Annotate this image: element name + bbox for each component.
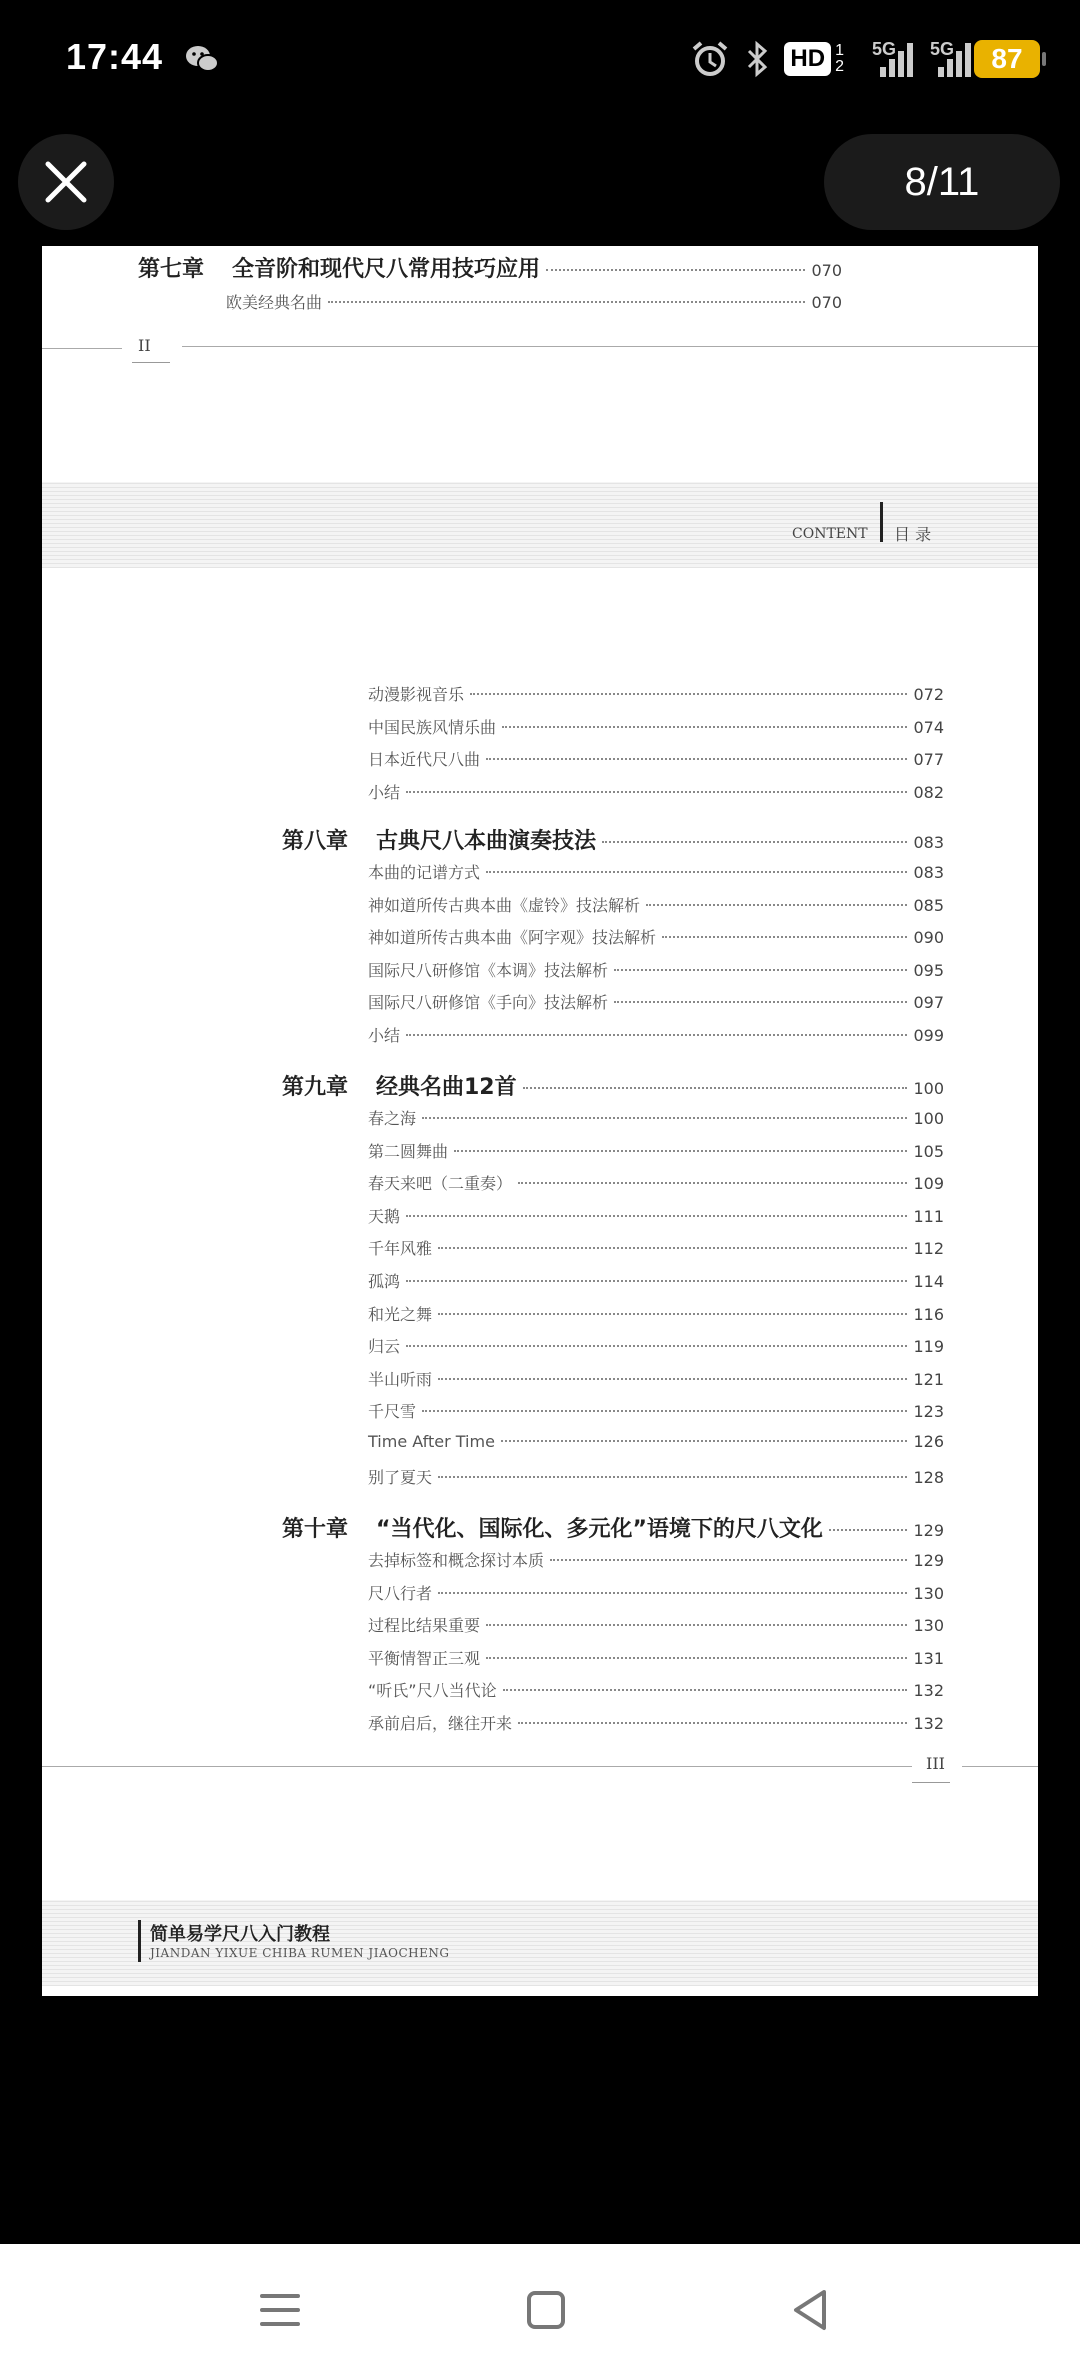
entry-title: 孤鸿 xyxy=(368,1272,401,1291)
net2-label: 5G xyxy=(930,38,955,59)
page-number: 114 xyxy=(913,1272,944,1291)
page-number: 123 xyxy=(913,1402,944,1422)
page-rule xyxy=(132,362,170,363)
toc-entry xyxy=(368,1432,944,1451)
toc-entry xyxy=(368,1171,944,1194)
entry-title: “听氏”尺八当代论 xyxy=(368,1681,497,1701)
roman-page-number: II xyxy=(138,336,151,355)
toc-chapter-9 xyxy=(282,1070,944,1101)
entry-title: 中国民族风情乐曲 xyxy=(368,717,497,737)
footer-title: 简单易学尺八入门教程 xyxy=(150,1924,330,1945)
page-number: 100 xyxy=(913,1079,944,1098)
dot-leader xyxy=(406,1215,907,1217)
toc-entry xyxy=(368,1548,944,1571)
alarm-icon xyxy=(690,39,730,79)
dot-leader xyxy=(486,871,907,873)
roman-page-number: III xyxy=(926,1754,945,1773)
dot-leader xyxy=(406,791,907,793)
bluetooth-icon xyxy=(744,39,770,79)
page-number: 083 xyxy=(913,833,944,852)
chapter-title: 古典尺八本曲演奏技法 xyxy=(376,829,597,854)
toc-entry xyxy=(226,290,842,313)
entry-title: 春天来吧（二重奏） xyxy=(368,1174,513,1194)
dot-leader xyxy=(646,904,907,906)
page-rule xyxy=(42,348,122,349)
page-number: 111 xyxy=(913,1206,944,1226)
entry-title: 别了夏天 xyxy=(368,1467,433,1487)
page-rule xyxy=(912,1782,950,1783)
page-number: 132 xyxy=(913,1714,944,1733)
header-divider xyxy=(880,502,883,542)
net1-label: 5G xyxy=(872,38,897,59)
page-number: 109 xyxy=(913,1174,944,1194)
footer-pinyin: JIANDAN YIXUE CHIBA RUMEN JIAOCHENG xyxy=(150,1946,450,1960)
page-number: 070 xyxy=(811,293,842,312)
page-number: 074 xyxy=(913,717,944,737)
dot-leader xyxy=(614,1001,907,1003)
header-band xyxy=(42,482,1038,568)
chapter-title: 全音阶和现代尺八常用技巧应用 xyxy=(232,257,541,282)
page-number: 121 xyxy=(913,1369,944,1389)
hd-sub-top: 1 xyxy=(835,42,844,59)
page-number: 112 xyxy=(913,1239,944,1259)
toc-entry xyxy=(368,1204,944,1227)
chapter-title: “当代化、国际化、多元化”语境下的尺八文化 xyxy=(376,1517,823,1542)
dot-leader xyxy=(546,269,805,271)
dot-leader xyxy=(422,1117,907,1119)
page-number: 116 xyxy=(913,1304,944,1324)
page-rule xyxy=(182,346,1038,347)
entry-title: 小结 xyxy=(368,782,401,802)
page-number: 099 xyxy=(913,1026,944,1045)
entry-title: 去掉标签和概念探讨本质 xyxy=(368,1551,545,1570)
dot-leader xyxy=(518,1182,907,1184)
entry-title: 神如道所传古典本曲《阿字观》技法解析 xyxy=(368,928,657,948)
book-page xyxy=(42,246,1038,1996)
footer-divider xyxy=(138,1920,141,1962)
entry-title: 归云 xyxy=(368,1337,401,1357)
dot-leader xyxy=(406,1280,907,1282)
dot-leader xyxy=(614,969,907,971)
toc-entry xyxy=(368,1711,944,1734)
status-time: 17:44 xyxy=(66,36,164,77)
close-icon xyxy=(18,134,114,230)
toc-chapter-7 xyxy=(138,252,842,283)
status-icons xyxy=(690,34,1040,84)
toc-entry xyxy=(368,1581,944,1604)
page-number: 131 xyxy=(913,1648,944,1668)
dot-leader xyxy=(502,726,907,728)
image-viewer[interactable] xyxy=(0,246,1080,1996)
entry-title: 千年风雅 xyxy=(368,1239,433,1259)
entry-title: 日本近代尺八曲 xyxy=(368,750,481,770)
page-number: 095 xyxy=(913,960,944,980)
dot-leader xyxy=(602,841,907,843)
entry-title: 和光之舞 xyxy=(368,1304,433,1324)
page-number: 077 xyxy=(913,750,944,770)
battery-indicator: 87 xyxy=(974,40,1040,78)
toc-entry xyxy=(368,682,944,705)
entry-title: 国际尺八研修馆《本调》技法解析 xyxy=(368,960,609,980)
entry-title: Time After Time xyxy=(368,1432,495,1451)
toc-entry xyxy=(368,1613,944,1636)
entry-title: 春之海 xyxy=(368,1109,417,1128)
page-counter: 8/11 xyxy=(824,134,1060,230)
entry-title: 尺八行者 xyxy=(368,1583,433,1603)
page-number: 083 xyxy=(913,863,944,882)
toc-entry xyxy=(368,1139,944,1162)
page-number: 126 xyxy=(913,1432,944,1451)
entry-title: 本曲的记谱方式 xyxy=(368,863,481,882)
page-number: 129 xyxy=(913,1551,944,1570)
toc-entry xyxy=(368,1236,944,1259)
hd-sub-bottom: 2 xyxy=(835,58,844,75)
entry-title: 过程比结果重要 xyxy=(368,1616,481,1636)
close-button[interactable] xyxy=(18,134,114,230)
page-number: 090 xyxy=(913,928,944,948)
chapter-number: 第七章 xyxy=(138,257,205,282)
system-nav-bar xyxy=(0,2244,1080,2376)
entry-title: 千尺雪 xyxy=(368,1402,417,1422)
dot-leader xyxy=(422,1410,907,1412)
toc-entry xyxy=(368,747,944,770)
status-bar xyxy=(0,0,1080,120)
page-number: 130 xyxy=(913,1616,944,1636)
entry-title: 国际尺八研修馆《手向》技法解析 xyxy=(368,993,609,1013)
toc-entry xyxy=(368,860,944,883)
page-number: 129 xyxy=(913,1521,944,1540)
chapter-title: 经典名曲12首 xyxy=(376,1075,517,1100)
header-content: CONTENT xyxy=(792,526,868,542)
dot-leader xyxy=(454,1150,907,1152)
toc-entry xyxy=(368,925,944,948)
chapter-number: 第八章 xyxy=(282,829,349,854)
dot-leader xyxy=(501,1440,908,1442)
page-number: 072 xyxy=(913,685,944,704)
toc-entry xyxy=(368,1334,944,1357)
wechat-icon xyxy=(184,44,220,74)
toc-entry xyxy=(368,990,944,1013)
menu-icon[interactable] xyxy=(250,2280,310,2340)
entry-title: 承前启后，继往开来 xyxy=(368,1714,513,1733)
toc-entry xyxy=(368,958,944,981)
toc-entry xyxy=(368,1465,944,1488)
entry-title: 神如道所传古典本曲《虚铃》技法解析 xyxy=(368,895,641,915)
toc-entry xyxy=(368,1269,944,1292)
toc-entry xyxy=(368,1678,944,1701)
page-number: 130 xyxy=(913,1583,944,1603)
dot-leader xyxy=(406,1345,907,1347)
header-mulu: 目 录 xyxy=(894,525,932,544)
viewer-top-bar xyxy=(0,120,1080,246)
toc-chapter-8 xyxy=(282,824,944,855)
page-number: 128 xyxy=(913,1467,944,1487)
hd-badge: HD xyxy=(784,42,831,76)
dot-leader xyxy=(662,936,907,938)
chapter-number: 第十章 xyxy=(282,1517,349,1542)
page-number: 070 xyxy=(811,261,842,280)
entry-title: 平衡情智正三观 xyxy=(368,1648,481,1668)
page-number: 097 xyxy=(913,993,944,1013)
toc-entry xyxy=(368,893,944,916)
page-number: 082 xyxy=(913,782,944,802)
page-number: 119 xyxy=(913,1337,944,1357)
toc-chapter-10 xyxy=(282,1512,944,1543)
toc-entry xyxy=(368,780,944,803)
dot-leader xyxy=(438,1247,907,1249)
dot-leader xyxy=(829,1529,908,1531)
toc-entry xyxy=(368,1023,944,1046)
dot-leader xyxy=(438,1476,907,1478)
toc-entry xyxy=(368,1646,944,1669)
toc-entry xyxy=(368,715,944,738)
dot-leader xyxy=(503,1689,908,1691)
entry-title: 第二圆舞曲 xyxy=(368,1141,449,1161)
toc-entry xyxy=(368,1367,944,1390)
page-number: 132 xyxy=(913,1681,944,1701)
entry-title: 小结 xyxy=(368,1026,401,1045)
entry-title: 半山听雨 xyxy=(368,1369,433,1389)
home-icon[interactable] xyxy=(516,2280,576,2340)
dot-leader xyxy=(486,758,907,760)
toc-entry xyxy=(368,1302,944,1325)
page-rule xyxy=(962,1766,1038,1767)
entry-title: 欧美经典名曲 xyxy=(226,293,323,312)
page-number: 085 xyxy=(913,895,944,915)
dot-leader xyxy=(486,1624,907,1626)
dot-leader xyxy=(550,1559,907,1561)
dot-leader xyxy=(406,1034,907,1036)
dot-leader xyxy=(438,1313,907,1315)
dot-leader xyxy=(438,1378,907,1380)
dot-leader xyxy=(486,1657,907,1659)
dot-leader xyxy=(523,1087,908,1089)
entry-title: 动漫影视音乐 xyxy=(368,685,465,704)
chapter-number: 第九章 xyxy=(282,1075,349,1100)
dot-leader xyxy=(470,693,907,695)
dot-leader xyxy=(328,301,805,303)
toc-entry xyxy=(368,1106,944,1129)
toc-entry xyxy=(368,1399,944,1422)
hd-sub xyxy=(835,43,844,75)
entry-title: 天鹅 xyxy=(368,1206,401,1226)
page-rule xyxy=(42,1766,912,1767)
page-number: 100 xyxy=(913,1109,944,1128)
back-icon[interactable] xyxy=(780,2280,840,2340)
dot-leader xyxy=(438,1592,907,1594)
dot-leader xyxy=(518,1722,907,1724)
page-number: 105 xyxy=(913,1141,944,1161)
